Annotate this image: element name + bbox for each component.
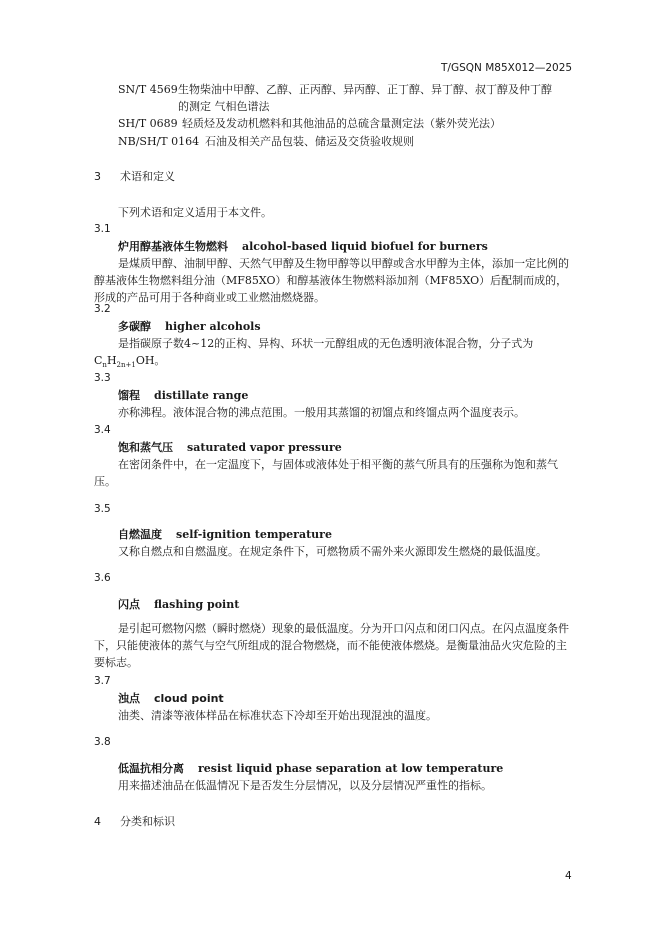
term-heading [118,238,488,255]
term-heading [118,526,332,543]
term-number: 3.2 [94,303,111,315]
term-cn: 馏程 [118,389,140,402]
term-cn: 自燃温度 [118,528,162,541]
formula-subscript: n [102,361,107,370]
term-number: 3.4 [94,424,111,436]
section-heading [94,168,175,185]
term-en: alcohol-based liquid biofuel for burners [242,240,488,253]
page-number: 4 [565,870,572,882]
section-title: 分类和标识 [120,815,175,828]
term-heading [118,387,248,404]
document-code: T/GSQN M85X012—2025 [441,62,573,74]
term-en: self-ignition temperature [176,528,332,541]
reference-title: 轻质烃及发动机燃料和其他油品的总硫含量测定法（紫外荧光法） [182,117,501,130]
term-heading [118,690,224,707]
term-cn: 炉用醇基液体生物燃料 [118,240,228,253]
term-en: saturated vapor pressure [187,441,342,454]
term-en: flashing point [154,598,240,611]
term-en: cloud point [154,692,224,705]
term-heading [118,439,342,456]
reference-code: NB/SH/T 0164 [118,135,200,148]
term-heading [118,318,261,335]
term-definition: 又称自燃点和自燃温度。在规定条件下，可燃物质不需外来火源即发生燃烧的最低温度。 [118,545,547,558]
formula-end: OH。 [135,354,166,367]
term-definition: 是引起可燃物闪燃（瞬时燃烧）现象的最低温度。分为开口闪点和闭口闪点。在闪点温度条件下，只能使液体的蒸气与空气所组成的混合物燃烧，而不能使液体燃烧。是衡量油品火灾危险的主要标志。 [94,622,569,669]
term-heading [118,760,503,777]
section-number: 3 [94,170,101,183]
term-number: 3.1 [94,223,111,235]
section-number: 4 [94,815,101,828]
section-intro: 下列术语和定义适用于本文件。 [118,206,272,219]
term-definition: 用来描述油品在低温情况下是否发生分层情况，以及分层情况严重性的指标。 [118,779,492,792]
section-title: 术语和定义 [120,170,175,183]
term-cn: 多碳醇 [118,320,151,333]
reference-title: 的测定 气相色谱法 [178,100,270,113]
term-cn: 低温抗相分离 [118,762,184,775]
term-heading [118,596,239,613]
term-definition: 在密闭条件中，在一定温度下，与固体或液体处于相平衡的蒸气所具有的压强称为饱和蒸气压。 [94,458,558,488]
formula-hydrogen: H [106,354,117,367]
term-definition: 是煤质甲醇、油制甲醇、天然气甲醇及生物甲醇等以甲醇或含水甲醇为主体，添加一定比例的醇基液体生物燃料组分油（MF85XO）和醇基液体生物燃料添加剂（MF85XO）后配制而成的，形成的产品可用于各种商业或工业燃油燃烧器。 [94,257,569,304]
term-en: higher alcohols [165,320,261,333]
term-definition: 是指碳原子数4~12的正构、异构、环状一元醇组成的无色透明液体混合物，分子式为 [118,337,534,350]
term-number: 3.8 [94,736,111,748]
term-cn: 饱和蒸气压 [118,441,173,454]
term-number: 3.3 [94,372,111,384]
chemical-formula [94,352,165,369]
term-en: distillate range [154,389,249,402]
formula-subscript: 2n+1 [116,361,136,370]
term-definition: 亦称沸程。液体混合物的沸点范围。一般用其蒸馏的初馏点和终馏点两个温度表示。 [118,406,525,419]
formula-carbon: C [94,354,103,367]
reference-code: SH/T 0689 [118,117,178,130]
term-number: 3.5 [94,503,111,515]
term-en: resist liquid phase separation at low temperature [198,762,504,775]
section-heading [94,813,175,830]
term-number: 3.7 [94,675,111,687]
reference-title: 生物柴油中甲醇、乙醇、正丙醇、异丙醇、正丁醇、异丁醇、叔丁醇及仲丁醇 [178,83,552,96]
reference-code: SN/T 4569 [118,83,178,96]
reference-title: 石油及相关产品包装、储运及交货验收规则 [205,135,414,148]
term-number: 3.6 [94,572,111,584]
term-definition: 油类、清漆等液体样品在标准状态下冷却至开始出现混浊的温度。 [118,709,437,722]
term-cn: 闪点 [118,598,140,611]
term-cn: 浊点 [118,692,140,705]
